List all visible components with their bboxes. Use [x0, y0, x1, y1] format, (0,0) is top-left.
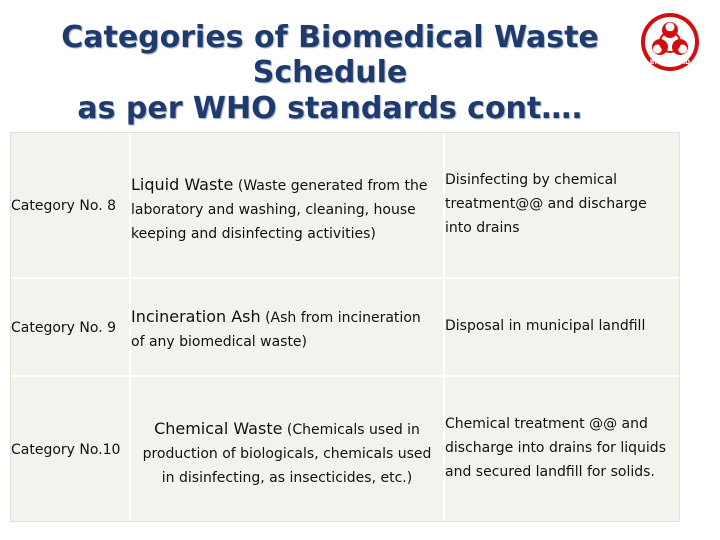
waste-detail: of any biomedical waste): [131, 333, 308, 350]
category-label: Category No. 8: [11, 198, 116, 214]
waste-detail: keeping and disinfecting activities): [131, 225, 376, 242]
waste-description: [131, 415, 443, 490]
treatment-description: [445, 315, 681, 339]
treatment-description: [445, 413, 681, 484]
waste-description: [131, 171, 443, 246]
table-row: [11, 279, 681, 377]
waste-description: [131, 303, 443, 355]
slide-title: [20, 20, 640, 126]
treatment-line: discharge into drains for liquids: [445, 439, 666, 456]
title-line-2: as per WHO standards cont….: [77, 90, 583, 126]
category-label: Category No.10: [11, 442, 121, 458]
table-row: [11, 133, 681, 279]
table-row: [11, 377, 681, 523]
treatment-description: [445, 169, 681, 240]
waste-name: Liquid Waste: [131, 175, 234, 194]
waste-name: Chemical Waste: [154, 419, 283, 438]
logo-label: BIOHAZARD: [649, 59, 691, 66]
treatment-line: Chemical treatment @@ and: [445, 416, 648, 432]
waste-detail: (Ash from incineration: [265, 310, 421, 326]
treatment-line: Disinfecting by chemical: [445, 172, 618, 188]
waste-table: [10, 132, 680, 522]
waste-detail: production of biologicals, chemicals used: [142, 445, 432, 462]
waste-detail: (Waste generated from the: [237, 178, 428, 194]
waste-name: Incineration Ash: [131, 307, 261, 326]
treatment-line: and secured landfill for solids.: [445, 463, 655, 480]
treatment-line: Disposal in municipal landfill: [445, 318, 646, 334]
treatment-line: treatment@@ and discharge: [445, 195, 647, 212]
waste-detail: in disinfecting, as insecticides, etc.): [161, 469, 413, 486]
waste-detail: (Chemicals used in: [286, 422, 420, 438]
treatment-line: into drains: [445, 219, 520, 236]
biohazard-icon: [640, 12, 700, 72]
title-line-1: Categories of Biomedical Waste Schedule: [61, 20, 599, 91]
waste-detail: laboratory and washing, cleaning, house: [131, 201, 416, 218]
category-label: Category No. 9: [11, 320, 116, 336]
